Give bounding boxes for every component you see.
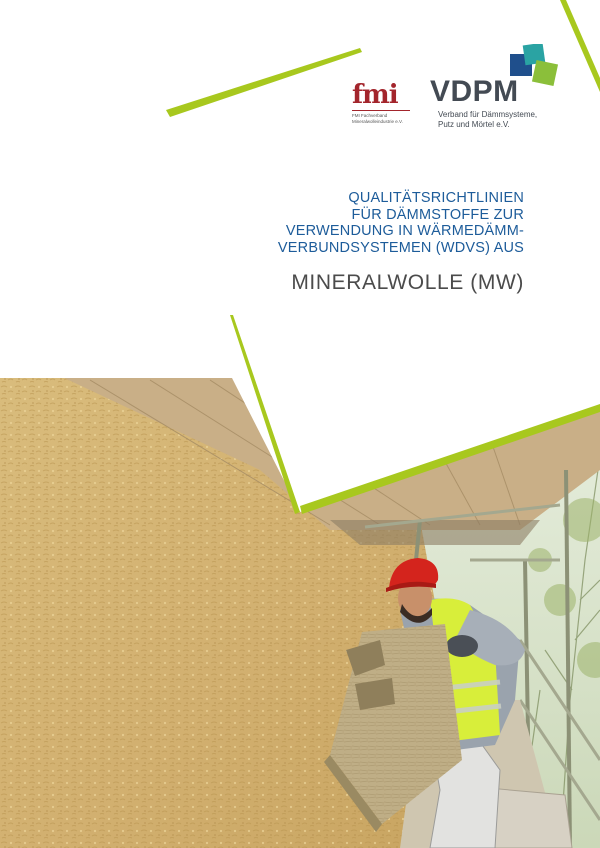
document-subtitle: MINERALWOLLE (MW) <box>291 271 524 294</box>
title-line: VERBUNDSYSTEMEN (WDVS) AUS <box>277 239 524 256</box>
vdpm-logo-subtitle: Verband für Dämmsysteme, Putz und Mörtel e.V. <box>438 110 538 129</box>
work-glove <box>446 635 478 657</box>
vdpm-wordmark: VDPM <box>430 75 519 108</box>
fmi-logo-mark: fmi <box>352 80 398 110</box>
fmi-logo-rule <box>352 110 410 111</box>
title-line: QUALITÄTSRICHTLINIEN <box>348 190 524 206</box>
title-line: VERWENDUNG IN WÄRMEDÄMM- <box>285 223 524 239</box>
fmi-logo-subtitle: FMI Fachverband Mineralwolleindustrie e.V. <box>352 113 403 124</box>
fmi-logo <box>352 80 414 124</box>
scaffold-deck-shadow <box>330 520 540 545</box>
title-line: FÜR DÄMMSTOFFE ZUR <box>351 206 524 223</box>
vdpm-logo <box>430 44 590 144</box>
title-block <box>278 190 524 296</box>
